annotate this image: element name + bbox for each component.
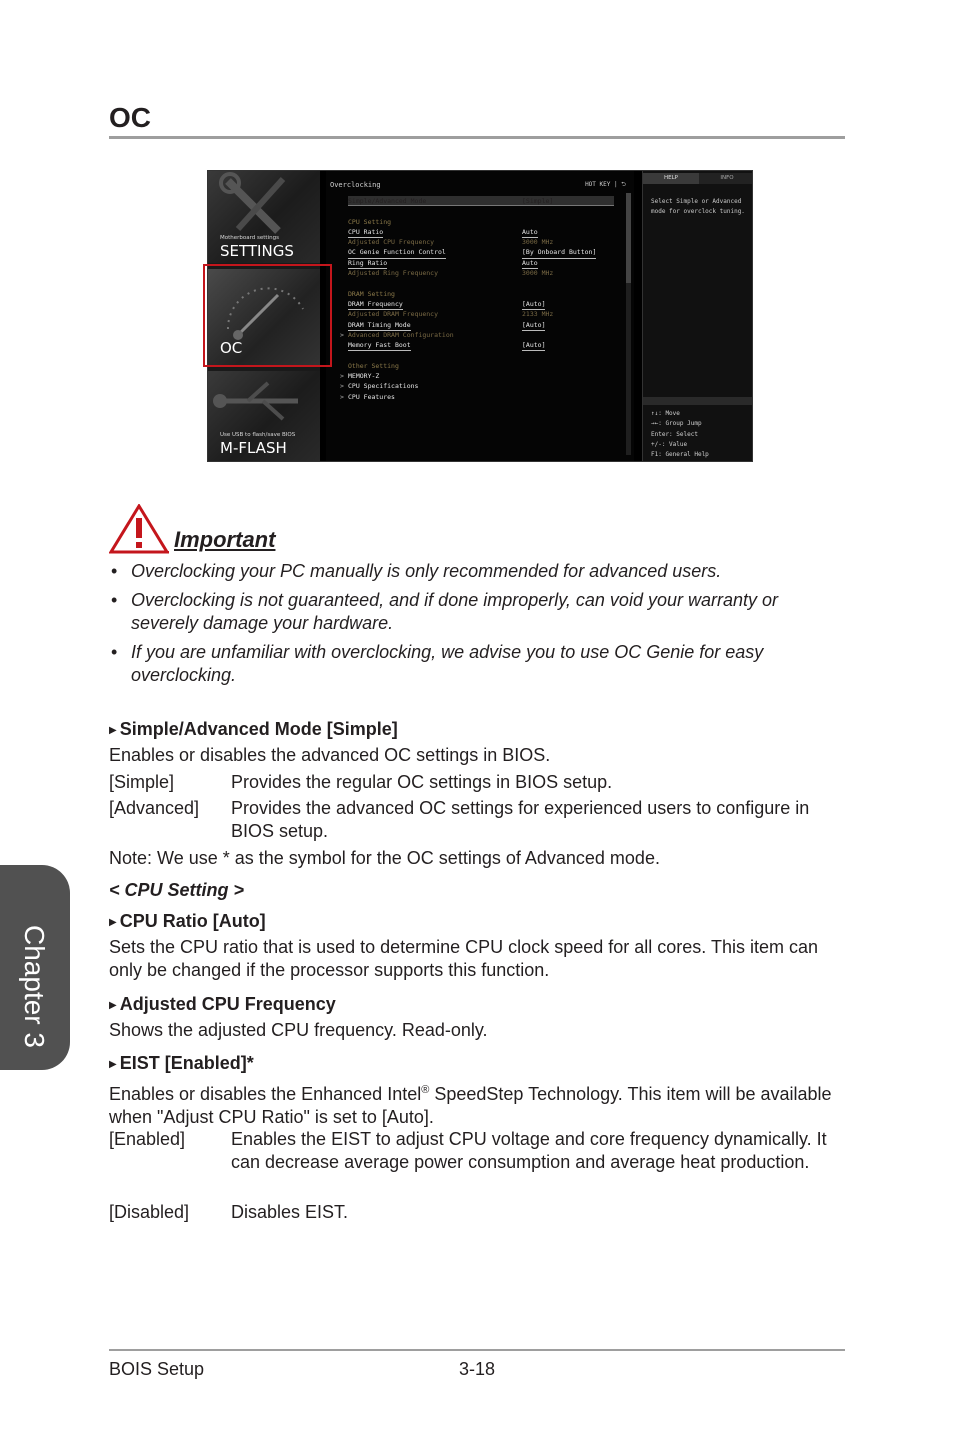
bios-setting-row — [348, 217, 614, 227]
bios-setting-row — [348, 289, 614, 299]
bios-setting-label: MEMORY-Z — [348, 372, 380, 381]
bios-setting-row[interactable] — [340, 381, 614, 391]
submenu-arrow-icon: > — [340, 372, 344, 381]
bios-setting-label: Other Setting — [348, 361, 399, 370]
bios-scrollbar-thumb[interactable] — [626, 193, 631, 283]
option-value: Enables the EIST to adjust CPU voltage and core frequency dynamically. It can decrease average power consumption and average heat production. — [231, 1129, 827, 1172]
bios-setting-label: Advanced DRAM Configuration — [348, 330, 454, 339]
triangle-bullet-icon: ▶ — [109, 1000, 117, 1011]
option-row — [109, 1128, 845, 1174]
key-legend-item: ↑↓: Move — [651, 410, 680, 417]
tools-icon — [208, 171, 320, 241]
bios-setting-label: Adjusted DRAM Frequency — [348, 310, 439, 319]
section-desc — [109, 1079, 845, 1129]
bios-setting-label: DRAM Frequency — [348, 299, 403, 310]
section-heading-eist — [109, 1052, 254, 1076]
bios-tile-settings-caption: Motherboard settings — [220, 235, 279, 241]
eist-desc-post: SpeedStep Technology. This item will be available when "Adjust CPU Ratio" is set to [Auto]. — [109, 1084, 832, 1127]
bios-setting-row[interactable] — [348, 247, 614, 257]
bios-tile-settings[interactable] — [208, 171, 320, 263]
cpu-setting-heading: < CPU Setting > — [109, 880, 245, 900]
option-key: [Enabled] — [109, 1129, 186, 1149]
bios-setting-value: 2133 MHz — [522, 310, 554, 319]
section-desc: Sets the CPU ratio that is used to determine CPU clock speed for all cores. This item can only be changed if the processor supports this function. — [109, 937, 818, 980]
bios-setting-label: OC Genie Function Control — [348, 247, 446, 258]
oc-tile-highlight — [203, 264, 332, 367]
key-legend-item: →←: Group Jump — [651, 420, 702, 428]
bios-setting-row[interactable] — [348, 320, 614, 330]
footer-rule — [109, 1349, 845, 1351]
submenu-arrow-icon: > — [340, 382, 344, 391]
bios-setting-row — [348, 268, 614, 278]
chapter-tab — [0, 865, 70, 1070]
bios-setting-label: CPU Features — [348, 392, 395, 401]
bios-tile-mflash-label: M-FLASH — [220, 439, 287, 457]
triangle-bullet-icon: ▶ — [109, 725, 117, 736]
bios-setting-row[interactable] — [348, 227, 614, 237]
bios-setting-row — [348, 237, 614, 247]
bios-setting-value: [Simple] — [522, 197, 554, 205]
bios-help-tabs — [643, 173, 753, 184]
bios-setting-row[interactable] — [348, 196, 614, 206]
bios-main-header: Overclocking — [330, 181, 381, 189]
important-list — [109, 560, 845, 693]
bios-setting-row[interactable] — [348, 258, 614, 268]
bios-setting-value: Auto — [522, 258, 538, 269]
warning-icon — [109, 504, 169, 554]
bios-setting-label: Adjusted CPU Frequency — [348, 238, 435, 247]
option-key: [Disabled] — [109, 1202, 190, 1222]
option-value: Provides the regular OC settings in BIOS setup. — [231, 772, 613, 792]
bios-setting-label: Ring Ratio — [348, 258, 387, 269]
bios-tile-settings-label: SETTINGS — [220, 242, 294, 260]
bios-setting-row — [340, 330, 614, 340]
option-row — [109, 797, 845, 843]
option-value: Disables EIST. — [231, 1202, 349, 1222]
key-legend-item: Enter: Select — [651, 430, 698, 438]
bios-setting-label: CPU Ratio — [348, 227, 383, 238]
bios-spacer-row — [348, 350, 614, 360]
bios-hotkey[interactable]: HOT KEY | ⮌ — [585, 181, 626, 188]
section-desc: Shows the adjusted CPU frequency. Read-only. — [109, 1020, 488, 1040]
bios-tile-mflash[interactable] — [208, 371, 320, 462]
eist-desc-pre: Enables or disables the Enhanced Intel — [109, 1084, 422, 1104]
bios-scrollbar[interactable] — [626, 193, 631, 455]
bios-setting-label: Adjusted Ring Frequency — [348, 269, 439, 278]
bios-setting-label: DRAM Setting — [348, 289, 395, 298]
bios-spacer-row — [348, 278, 614, 288]
section-heading-adjusted-cpu — [109, 993, 336, 1017]
bios-settings-list — [340, 196, 614, 402]
section-desc: Enables or disables the advanced OC settings in BIOS. — [109, 745, 551, 765]
bios-spacer-row — [348, 206, 614, 216]
bios-setting-row — [348, 361, 614, 371]
bios-setting-label: CPU Setting — [348, 217, 392, 226]
option-row — [109, 1201, 845, 1224]
bios-setting-label: CPU Specifications — [348, 382, 419, 391]
page-title: OC — [109, 102, 151, 133]
submenu-arrow-icon: > — [340, 392, 344, 401]
bios-setting-value: [Auto] — [522, 320, 545, 331]
key-legend-item: F1: General Help — [651, 451, 709, 459]
tab-info[interactable]: INFO — [699, 173, 753, 184]
bios-help-divider — [643, 397, 753, 405]
submenu-arrow-icon: > — [340, 330, 344, 339]
option-value: Provides the advanced OC settings for experienced users to configure in BIOS setup. — [231, 798, 810, 841]
bios-setting-value: 3000 MHz — [522, 238, 554, 247]
option-key: [Simple] — [109, 772, 175, 792]
bios-setting-row[interactable] — [348, 340, 614, 350]
bios-setting-row[interactable] — [348, 299, 614, 309]
section-heading-text: EIST [Enabled]* — [119, 1053, 254, 1073]
key-legend-item: +/-: Value — [651, 440, 688, 448]
option-row — [109, 771, 845, 794]
triangle-bullet-icon: ▶ — [109, 1059, 117, 1070]
bios-setting-label: DRAM Timing Mode — [348, 320, 411, 331]
footer-page-number: 3-18 — [459, 1359, 496, 1379]
important-bullet: • Overclocking your PC manually is only recommended for advanced users. — [109, 560, 845, 583]
section-heading-simple-mode — [109, 718, 398, 742]
footer-section-name: BOIS Setup — [109, 1359, 205, 1379]
bios-setting-row — [348, 309, 614, 319]
triangle-bullet-icon: ▶ — [109, 917, 117, 928]
bios-setting-value: 3000 MHz — [522, 269, 554, 278]
bios-setting-value: [Auto] — [522, 340, 545, 351]
usb-icon — [208, 371, 320, 431]
bios-tile-oc-label: OC — [220, 339, 243, 357]
bios-setting-value: [By Onboard Button] — [522, 247, 596, 258]
bios-setting-row[interactable] — [340, 371, 614, 381]
bios-setting-label: Simple/Advanced Mode — [348, 197, 427, 205]
section-note: Note: We use * as the symbol for the OC settings of Advanced mode. — [109, 848, 660, 868]
option-key: [Advanced] — [109, 798, 200, 818]
section-heading-text: CPU Ratio [Auto] — [119, 911, 266, 931]
important-bullet: • If you are unfamiliar with overclocking, we advise you to use OC Genie for easy overclocking. — [109, 641, 845, 687]
bios-setting-value: [Auto] — [522, 299, 545, 310]
registered-mark: ® — [421, 1084, 430, 1096]
bios-key-legend — [651, 409, 709, 460]
section-heading-text: Simple/Advanced Mode [Simple] — [119, 719, 398, 739]
bios-setting-value: Auto — [522, 227, 538, 238]
bios-setting-label: Memory Fast Boot — [348, 340, 411, 351]
bios-main-panel — [326, 171, 634, 462]
title-rule — [109, 136, 845, 139]
bios-help-text: Select Simple or Advanced mode for overclock tuning. — [651, 198, 745, 215]
section-heading-text: Adjusted CPU Frequency — [119, 994, 336, 1014]
bios-tile-mflash-caption: Use USB to flash/save BIOS — [220, 432, 296, 438]
tab-help[interactable]: HELP — [643, 173, 699, 184]
important-bullet: • Overclocking is not guaranteed, and if done improperly, can void your warranty or severely damage your hardware. — [109, 589, 845, 635]
bios-setting-row[interactable] — [340, 392, 614, 402]
chapter-tab-label: Chapter 3 — [19, 925, 50, 1048]
bios-help-panel — [642, 171, 753, 462]
important-heading: Important — [174, 527, 276, 552]
section-heading-cpu-ratio — [109, 910, 266, 934]
